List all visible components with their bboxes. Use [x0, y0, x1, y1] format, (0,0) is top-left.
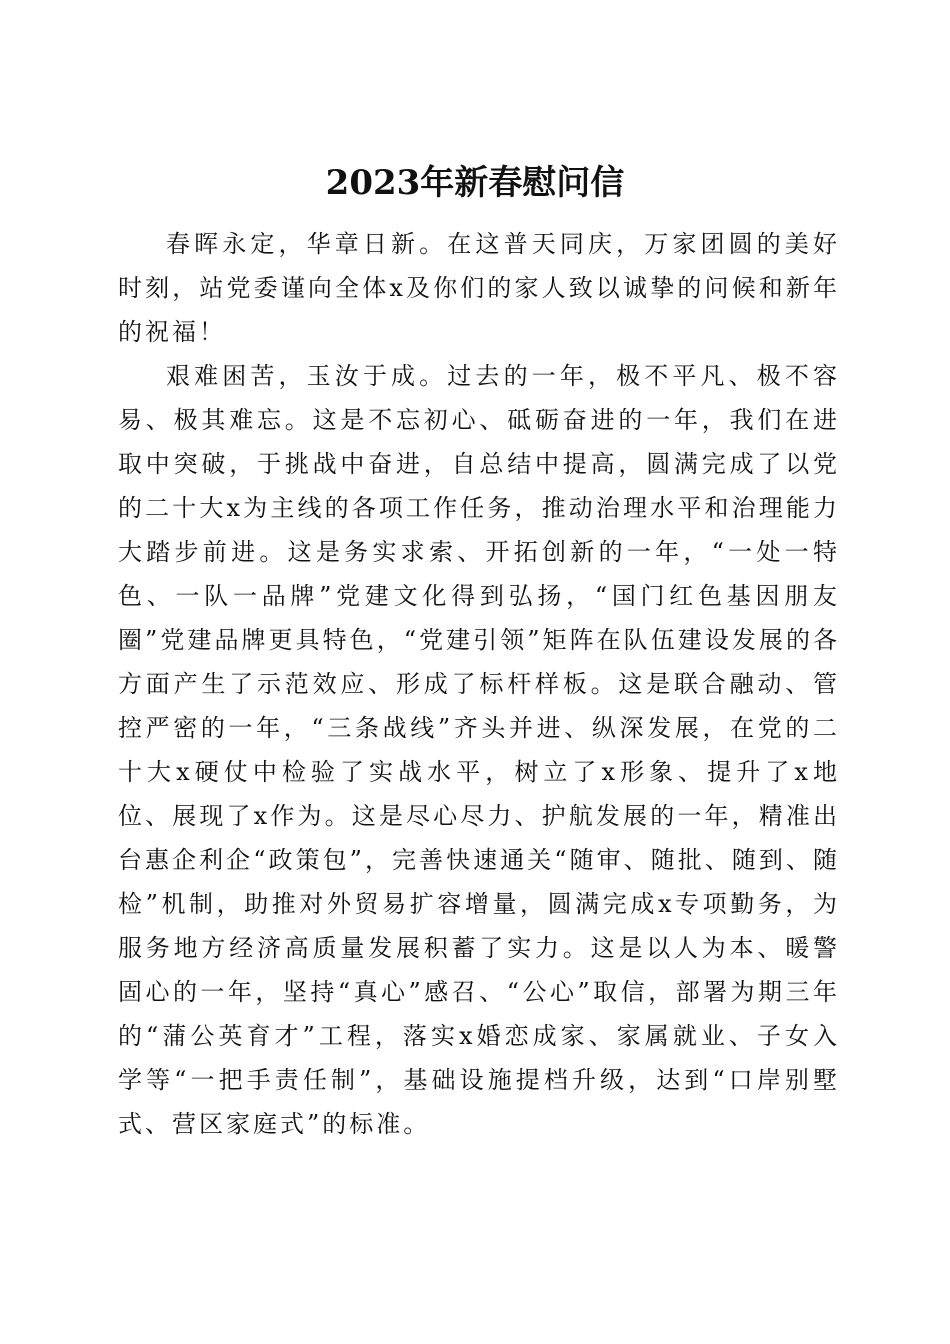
paragraph-greeting: 春晖永定，华章日新。在这普天同庆，万家团圆的美好时刻，站党委谨向全体x及你们的家人致以诚挚的问候和新年的祝福！ — [118, 230, 840, 346]
paragraph-review: 艰难困苦，玉汝于成。过去的一年，极不平凡、极不容易、极其难忘。这是不忘初心、砥砺奋进的一年，我们在进取中突破，于挑战中奋进，自总结中提高，圆满完成了以党的二十大x为主线的各项工作任务，推动治理水平和治理能力大踏步前进。这是务实求索、开拓创新的一年，“一处一特色、一队一品牌”党建文化得到弘扬，“国门红色基因朋友圈”党建品牌更具特色，“党建引领”矩阵在队伍建设发展的各方面产生了示范效应、形成了标杆样板。这是联合融动、管控严密的一年，“三条战线”齐头并进、纵深发展，在党的二十大x硬仗中检验了实战水平，树立了x形象、提升了x地位、展现了x作为。这是尽心尽力、护航发展的一年，精准出台惠企利企“政策包”，完善快速通关“随审、随批、随到、随检”机制，助推对外贸易扩容增量，圆满完成x专项勤务，为服务地方经济高质量发展积蓄了实力。这是以人为本、暖警固心的一年，坚持“真心”感召、“公心”取信，部署为期三年的“蒲公英育才”工程，落实x婚恋成家、家属就业、子女入学等“一把手责任制”，基础设施提档升级，达到“口岸别墅式、营区家庭式”的标准。 — [118, 362, 840, 1138]
document-title: 2023年新春慰问信 — [325, 162, 625, 203]
document-body — [118, 222, 840, 1146]
